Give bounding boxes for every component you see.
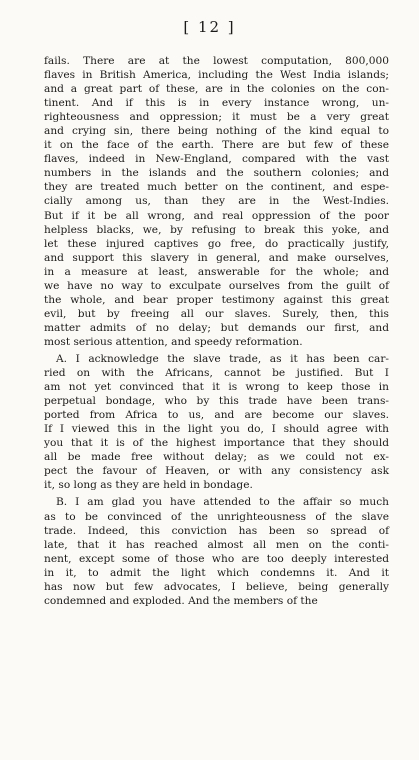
text-line: flaves in British America, including the West India islands; — [44, 69, 389, 82]
paragraph-1 — [44, 54, 389, 349]
text-line: let these injured captives go free, do practically justify, — [44, 237, 389, 250]
text-line: numbers in the islands and the southern colonies; and — [44, 167, 389, 180]
text-line: most serious attention, and speedy reformation. — [44, 335, 303, 348]
text-line: it on the face of the earth. There are but few of these — [44, 139, 389, 152]
text-line: fails. There are at the lowest computation, 800,000 — [44, 55, 389, 67]
text-line: tinent. And if this is in every instance wrong, un- — [44, 97, 389, 110]
text-line: trade. Indeed, this conviction has been so spread of — [44, 524, 389, 537]
text-line: they are treated much better on the continent, and espe- — [44, 181, 389, 194]
text-line: has now but few advocates, I believe, being generally — [44, 580, 389, 593]
text-line: and support this slavery in general, and make ourselves, — [44, 251, 389, 264]
paragraph-2-dialogue-a — [44, 352, 389, 492]
text-line: in a measure at least, answerable for the whole; and — [44, 265, 389, 278]
text-line: matter admits of no delay; but demands our first, and — [44, 321, 389, 334]
text-line: am not yet convinced that it is wrong to keep those in — [44, 381, 389, 394]
text-line: A. I acknowledge the slave trade, as it has been car- — [56, 352, 389, 365]
text-line: and a great part of these, are in the colonies on the con- — [44, 83, 389, 96]
text-line: late, that it has reached almost all men on the conti- — [44, 538, 389, 551]
text-line: pect the favour of Heaven, or with any consistency ask — [44, 465, 389, 478]
text-line: righteousness and oppression; it must be a very great — [44, 111, 389, 124]
text-line: nent, except some of those who are too deeply interested — [44, 552, 389, 565]
text-line: it, so long as they are held in bondage. — [44, 479, 253, 492]
text-line: ried on with the Africans, cannot be justified. But I — [44, 367, 389, 380]
text-line: you that it is of the highest importance that they should — [44, 437, 389, 450]
text-line: and crying sin, there being nothing of the kind equal to — [44, 125, 389, 138]
text-line: in it, to admit the light which condemns it. And it — [44, 566, 389, 579]
page-number: [ 12 ] — [183, 18, 236, 36]
text-line: helpless blacks, we, by refusing to break this yoke, and — [44, 223, 389, 236]
text-line: flaves, indeed in New-England, compared with the vast — [44, 153, 389, 166]
paragraph-3-dialogue-b — [44, 495, 389, 607]
text-line: ported from Africa to us, and are become our slaves. — [44, 409, 389, 422]
text-line: we have no way to exculpate ourselves from the guilt of — [44, 279, 389, 292]
text-line: But if it be all wrong, and real oppression of the poor — [44, 209, 389, 222]
text-line: as to be convinced of the unrighteousness of the slave — [44, 510, 389, 523]
text-line: perpetual bondage, who by this trade have been trans- — [44, 395, 389, 408]
text-line: all be made free without delay; as we could not ex- — [44, 451, 389, 464]
text-line: cially among us, than they are in the West-Indies. — [44, 195, 389, 208]
body-text — [44, 54, 389, 608]
text-line: B. I am glad you have attended to the affair so much — [56, 496, 389, 509]
text-line: evil, but by freeing all our slaves. Surely, then, this — [44, 307, 389, 320]
text-line: condemned and exploded. And the members of the — [44, 594, 318, 607]
text-line: the whole, and bear proper testimony against this great — [44, 293, 389, 306]
text-line: If I viewed this in the light you do, I should agree with — [44, 423, 389, 436]
